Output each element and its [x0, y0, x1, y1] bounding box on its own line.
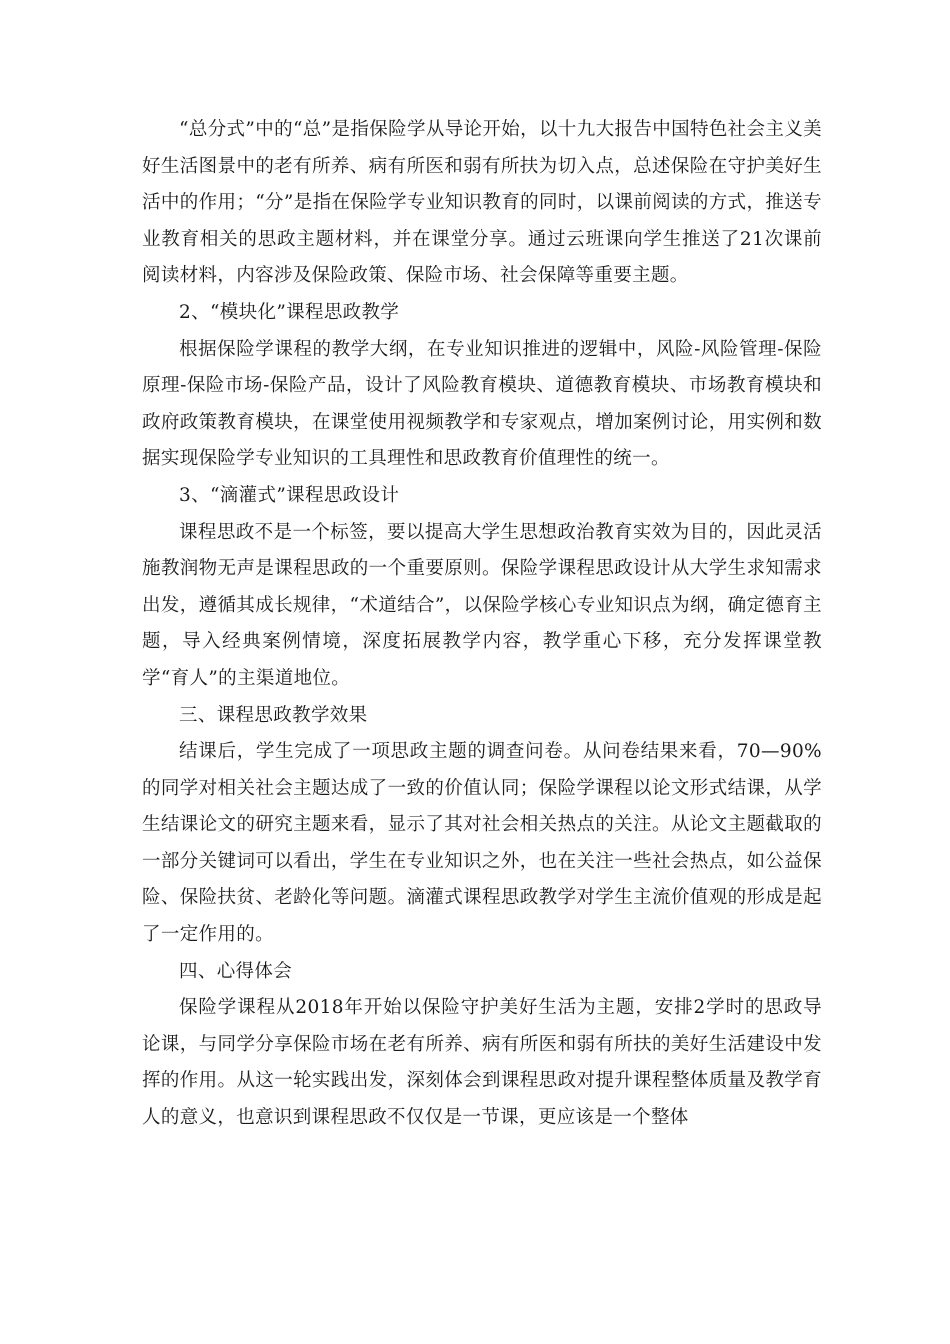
- paragraph-drip-design: 课程思政不是一个标签，要以提高大学生思想政治教育实效为目的，因此灵活施教润物无声是课程思政的一个重要原则。保险学课程思政设计从大学生求知需求出发，遵循其成长规律，“术道结合”，以保险学核心专业知识点为纲，确定德育主题，导入经典案例情境，深度拓展教学内容，教学重心下移，充分发挥课堂教学“育人”的主渠道地位。: [142, 521, 822, 689]
- paragraph-teaching-effects: 结课后，学生完成了一项思政主题的调查问卷。从问卷结果来看，70—90%的同学对相关社会主题达成了一致的价值认同；保险学课程以论文形式结课，从学生结课论文的研究主题来看，显示了其对社会相关热点的关注。从论文主题截取的一部分关键词可以看出，学生在专业知识之外，也在关注一些社会热点，如公益保险、保险扶贫、老龄化等问题。滴灌式课程思政教学对学生主流价值观的形成是起了一定作用的。: [142, 741, 822, 946]
- section-heading-drip: 3、“滴灌式”课程思政设计: [179, 484, 400, 506]
- paragraph-intro-total-division: “总分式”中的“总”是指保险学从导论开始，以十九大报告中国特色社会主义美好生活图景中的老有所养、病有所医和弱有所扶为切入点，总述保险在守护美好生活中的作用；“分”是指在保险学专业知识教育的同时，以课前阅读的方式，推送专业教育相关的思政主题材料，并在课堂分享。通过云班课向学生推送了21次课前阅读材料，内容涉及保险政策、保险市场、社会保障等重要主题。: [142, 119, 822, 287]
- document-body: [142, 112, 822, 1137]
- section-heading-modular: 2、“模块化”课程思政教学: [179, 301, 400, 323]
- section-heading-effects: 三、课程思政教学效果: [179, 704, 368, 726]
- section-heading-reflections: 四、心得体会: [179, 960, 293, 982]
- paragraph-modular-teaching: 根据保险学课程的教学大纲，在专业知识推进的逻辑中，风险-风险管理-保险原理-保险市场-保险产品，设计了风险教育模块、道德教育模块、市场教育模块和政府政策教育模块，在课堂使用视频教学和专家观点，增加案例讨论，用实例和数据实现保险学专业知识的工具理性和思政教育价值理性的统一。: [142, 338, 822, 470]
- paragraph-reflections: 保险学课程从2018年开始以保险守护美好生活为主题，安排2学时的思政导论课，与同学分享保险市场在老有所养、病有所医和弱有所扶的美好生活建设中发挥的作用。从这一轮实践出发，深刻体会到课程思政对提升课程整体质量及教学育人的意义，也意识到课程思政不仅仅是一节课，更应该是一个整体: [142, 997, 822, 1129]
